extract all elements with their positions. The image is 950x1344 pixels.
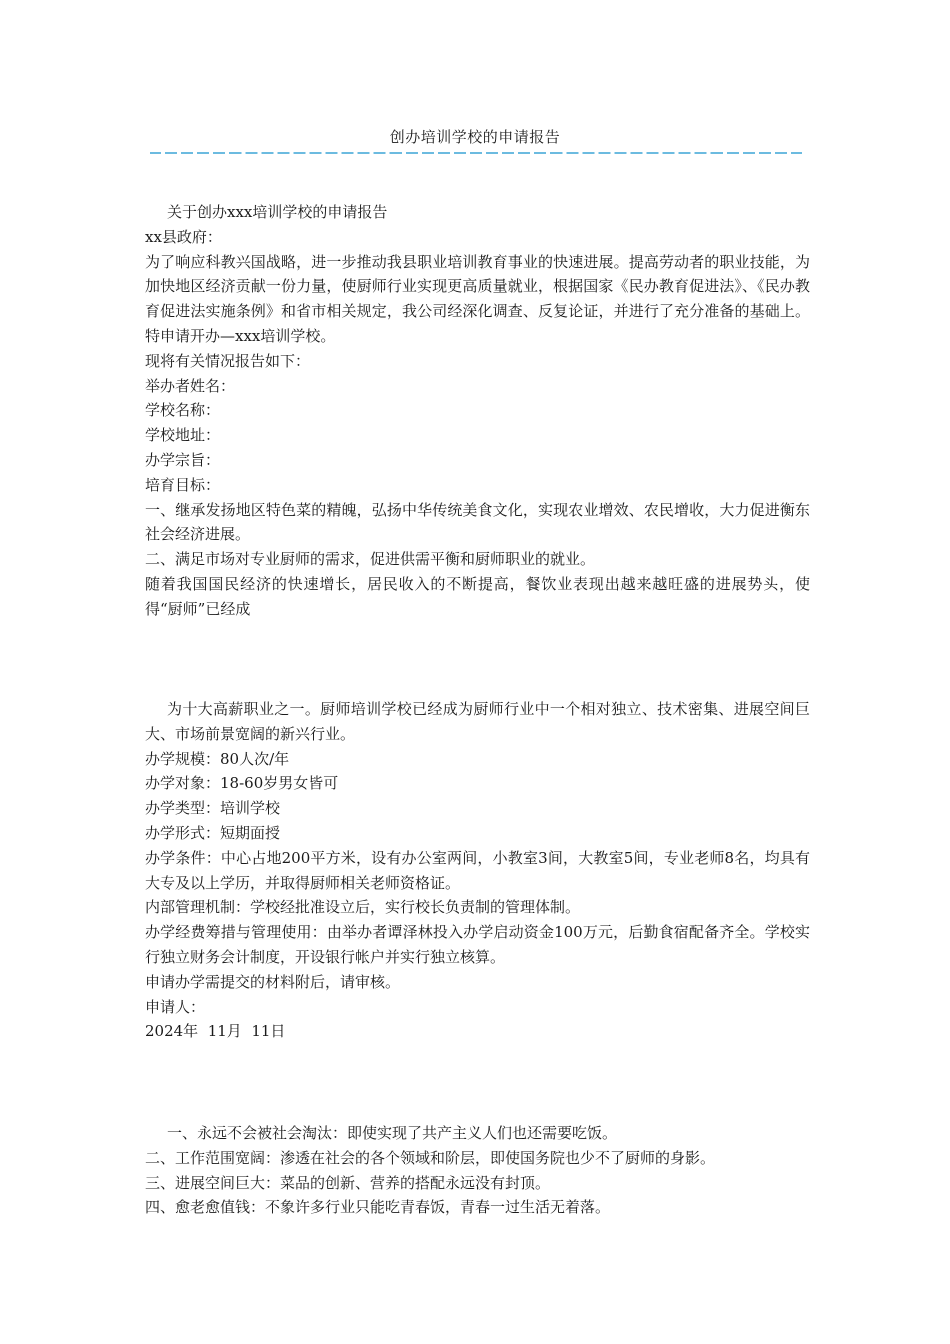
section-school-details — [145, 697, 810, 1044]
field-school-type: 办学类型：培训学校 — [145, 799, 281, 818]
field-school-scale: 办学规模：80人次/年 — [145, 749, 290, 768]
salutation: xx县政府： — [145, 227, 222, 246]
advantage-item-4: 四、愈老愈值钱：不象许多行业只能吃青春饭，青春一过生活无着落。 — [145, 1198, 611, 1217]
paragraph-purpose: 为了响应科教兴国战略，进一步推动我县职业培训教育事业的快速进展。提高劳动者的职业技能，为加快地区经济贡献一份力量，使厨师行业实现更高质量就业，根据国家《民办教育促进法》、《民办教育促进法实施条例》和省市相关规定，我公司经深化调查、反复论证，并进行了充分准备的基础上。特申请开办—xxx培训学校。 — [145, 252, 810, 345]
document-title: 创办培训学校的申请报告 — [389, 128, 561, 146]
field-school-conditions: 办学条件：中心占地200平方米，设有办公室两间，小教室3间，大教室5间，专业老师8名，均具有大专及以上学历，并取得厨师相关老师资格证。 — [145, 848, 810, 892]
advantage-item-2: 二、工作范围宽阔：渗透在社会的各个领域和阶层，即使国务院也少不了厨师的身影。 — [145, 1148, 716, 1167]
section-chef-advantages — [145, 1121, 810, 1220]
field-management: 内部管理机制：学校经批准设立后，实行校长负责制的管理体制。 — [145, 898, 581, 917]
section-application-intro — [145, 200, 810, 622]
paragraph-report-lead: 现将有关情况报告如下： — [145, 351, 311, 370]
field-school-address: 学校地址： — [145, 426, 221, 445]
field-funding: 办学经费筹措与管理使用：由举办者谭泽林投入办学启动资金100万元，后勤食宿配备齐全。学校实行独立财务会计制度，开设银行帐户并实行独立核算。 — [145, 923, 810, 966]
title-dashed-rule — [150, 152, 802, 166]
paragraph-closing: 申请办学需提交的材料附后，请审核。 — [145, 972, 401, 991]
field-school-mission: 办学宗旨： — [145, 450, 221, 469]
field-applicant: 申请人： — [145, 997, 206, 1016]
field-target-students: 办学对象：18-60岁男女皆可 — [145, 774, 339, 793]
document-date: 2024年 11月 11日 — [145, 1022, 286, 1041]
paragraph-industry-trend: 随着我国国民经济的快速增长，居民收入的不断提高，餐饮业表现出越来越旺盛的进展势头，使得“厨师”已经成 — [145, 574, 810, 618]
paragraph-industry-continued: 为十大高薪职业之一。厨师培训学校已经成为厨师行业中一个相对独立、技术密集、进展空间巨大、市场前景宽阔的新兴行业。 — [145, 700, 810, 743]
report-heading: 关于创办xxx培训学校的申请报告 — [167, 203, 388, 221]
field-training-goals: 培育目标： — [145, 475, 221, 494]
field-teaching-form: 办学形式：短期面授 — [145, 823, 281, 842]
goal-item-2: 二、满足市场对专业厨师的需求，促进供需平衡和厨师职业的就业。 — [145, 550, 596, 569]
goal-item-1: 一、继承发扬地区特色菜的精魄，弘扬中华传统美食文化，实现农业增效、农民增收，大力促进衡东社会经济进展。 — [145, 500, 810, 544]
advantage-item-3: 三、进展空间巨大：菜品的创新、营养的搭配永远没有封顶。 — [145, 1173, 551, 1192]
field-organizer-name: 举办者姓名： — [145, 376, 236, 395]
advantage-item-1: 一、永远不会被社会淘汰：即使实现了共产主义人们也还需要吃饭。 — [167, 1124, 618, 1142]
field-school-name: 学校名称： — [145, 401, 221, 420]
